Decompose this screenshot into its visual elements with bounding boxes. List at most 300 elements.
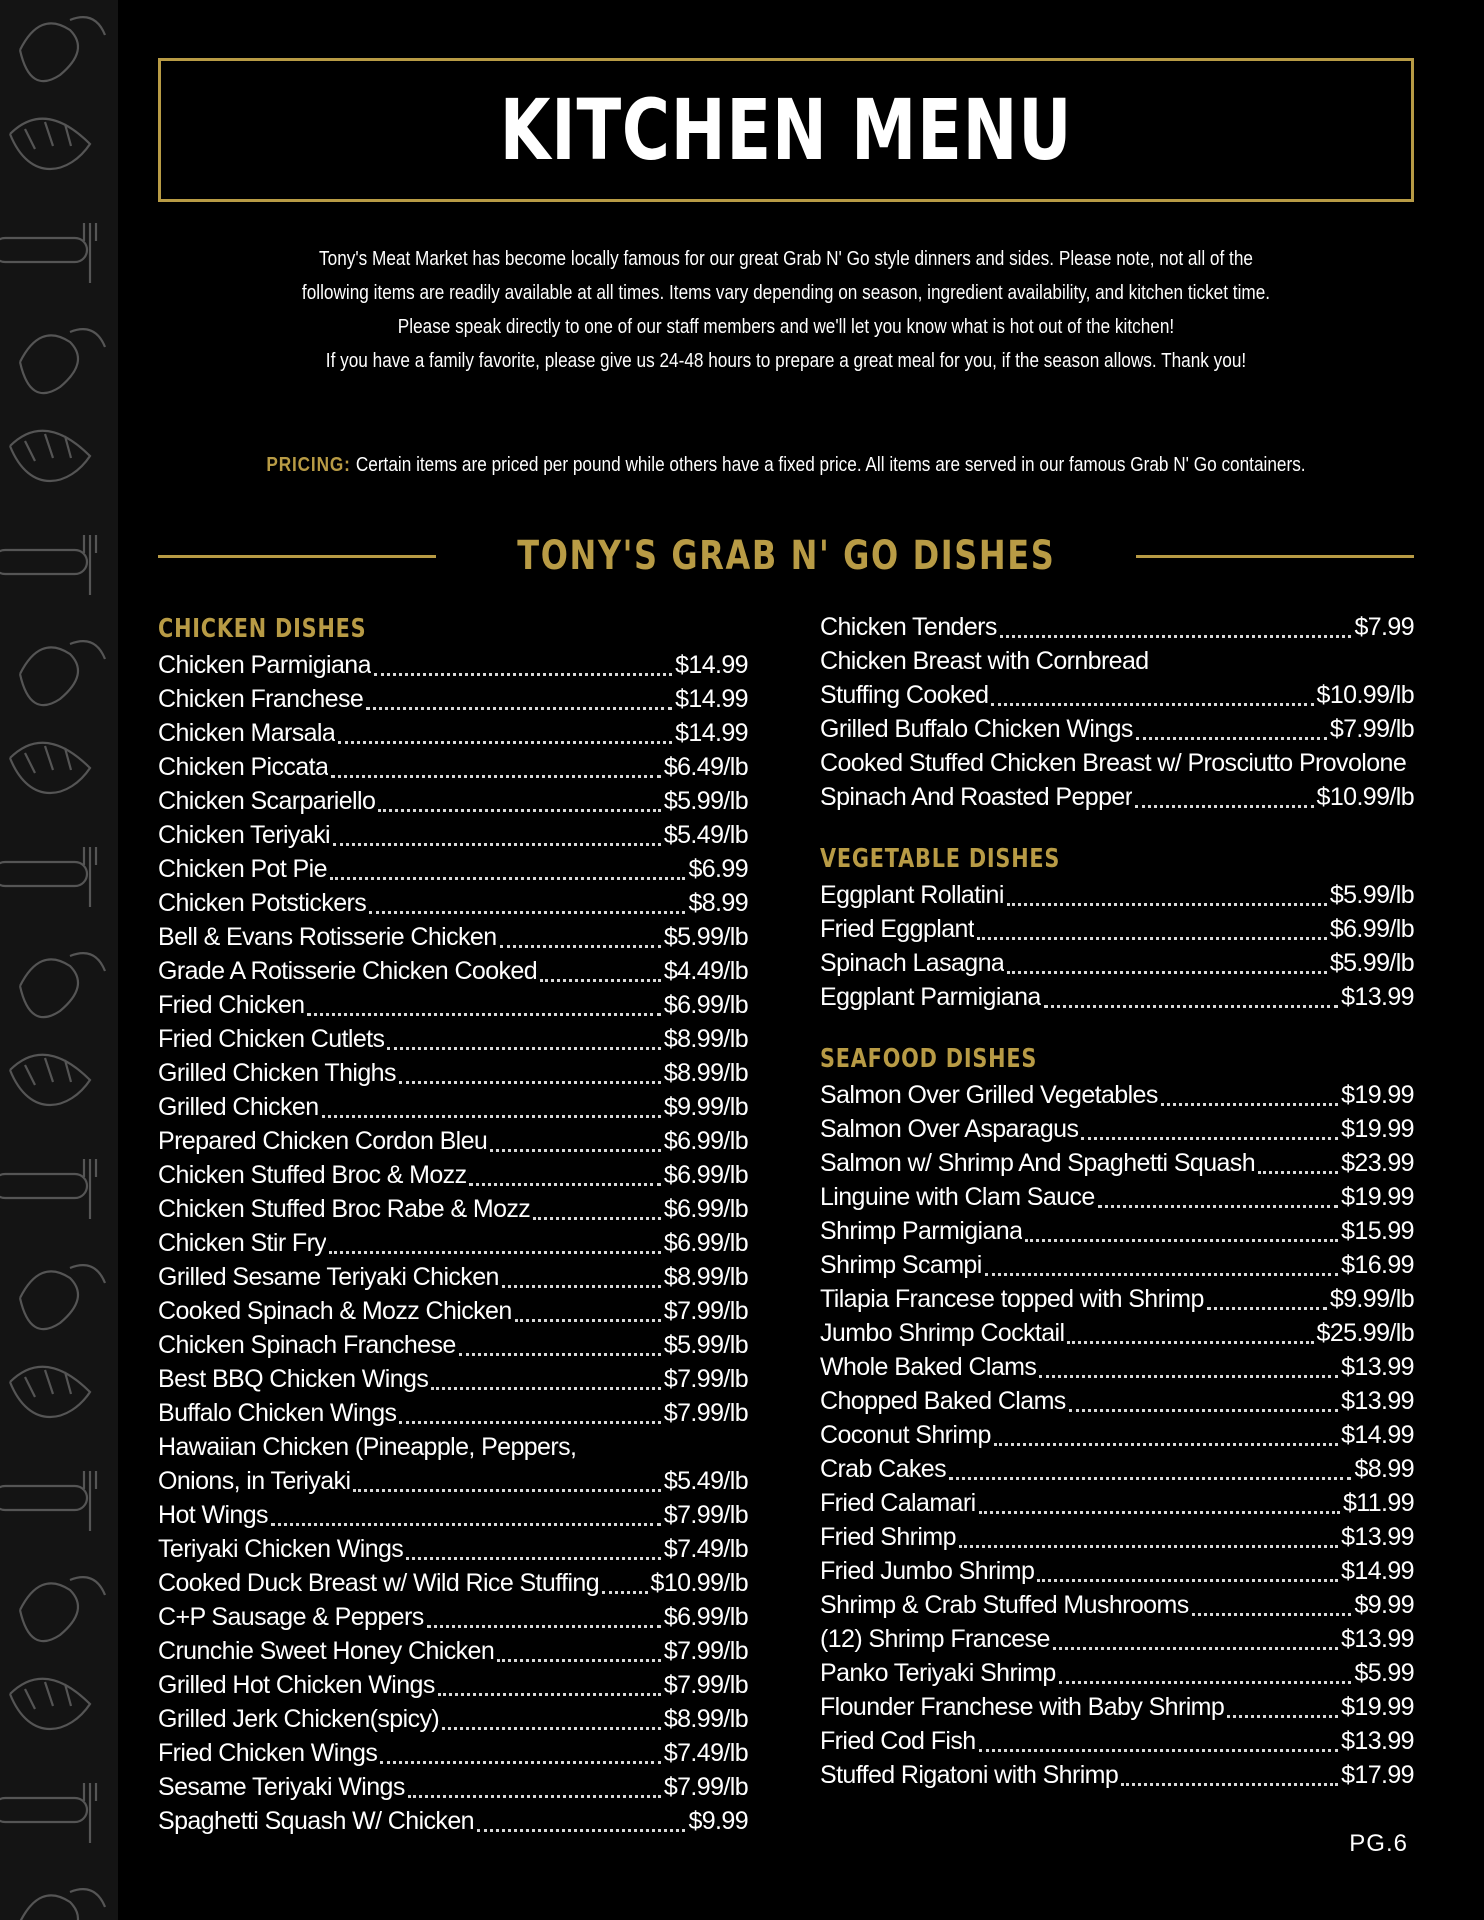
dot-leader bbox=[1135, 805, 1313, 808]
menu-item bbox=[820, 946, 1414, 980]
menu-item bbox=[820, 1486, 1414, 1520]
menu-item-price: $13.99 bbox=[1341, 1727, 1414, 1755]
pepper-doodle-icon bbox=[20, 1265, 105, 1329]
dot-leader bbox=[1258, 1171, 1338, 1174]
dot-leader bbox=[378, 809, 661, 812]
menu-item-name: Chopped Baked Clams bbox=[820, 1387, 1066, 1415]
pasta-doodle-icon bbox=[10, 431, 90, 481]
title-frame bbox=[158, 58, 1414, 202]
menu-item-name: Fried Chicken bbox=[158, 991, 305, 1019]
menu-item-name: Whole Baked Clams bbox=[820, 1353, 1037, 1381]
menu-item-name: Chicken Teriyaki bbox=[158, 821, 330, 849]
food-doodle-pattern bbox=[0, 0, 118, 1920]
vegetable-items bbox=[820, 878, 1414, 1014]
menu-item-price: $10.99/lb bbox=[1316, 681, 1414, 709]
pepper-doodle-icon bbox=[20, 1577, 105, 1641]
menu-item-price: $4.49/lb bbox=[663, 957, 748, 985]
dot-leader bbox=[1081, 1137, 1338, 1140]
pepper-doodle-icon bbox=[20, 1889, 105, 1920]
menu-item-price: $9.99/lb bbox=[663, 1093, 748, 1121]
sausage-fork-doodle-icon bbox=[0, 1159, 96, 1219]
dot-leader bbox=[985, 1273, 1338, 1276]
menu-item-name: Fried Calamari bbox=[820, 1489, 976, 1517]
menu-item-name: Fried Eggplant bbox=[820, 915, 975, 943]
menu-item bbox=[158, 716, 748, 750]
menu-item-price: $7.49/lb bbox=[663, 1739, 748, 1767]
pepper-doodle-icon bbox=[20, 329, 105, 393]
menu-item-price: $5.99/lb bbox=[663, 787, 748, 815]
left-column bbox=[158, 610, 748, 1838]
category-heading-vegetable: VEGETABLE DISHES bbox=[820, 844, 1061, 874]
sausage-fork-doodle-icon bbox=[0, 847, 96, 907]
menu-item bbox=[158, 648, 748, 682]
menu-item-price: $7.99/lb bbox=[663, 1671, 748, 1699]
menu-item-price: $9.99 bbox=[1354, 1591, 1414, 1619]
right-column bbox=[820, 610, 1414, 1792]
section-header bbox=[158, 528, 1414, 584]
menu-item bbox=[820, 912, 1414, 946]
dot-leader bbox=[307, 1013, 660, 1016]
menu-item-name: Tilapia Francese topped with Shrimp bbox=[820, 1285, 1204, 1313]
menu-item-price: $14.99 bbox=[1341, 1557, 1414, 1585]
dot-leader bbox=[515, 1319, 661, 1322]
menu-item-name: Grilled Chicken Thighs bbox=[158, 1059, 396, 1087]
dot-leader bbox=[602, 1591, 648, 1594]
menu-item-price: $7.99/lb bbox=[663, 1365, 748, 1393]
menu-item-name: Grade A Rotisserie Chicken Cooked bbox=[158, 957, 538, 985]
menu-item bbox=[820, 1656, 1414, 1690]
menu-item-price: $8.99/lb bbox=[663, 1263, 748, 1291]
pasta-doodle-icon bbox=[10, 1679, 90, 1729]
dot-leader bbox=[399, 1421, 660, 1424]
menu-item-price: $6.99 bbox=[688, 855, 748, 883]
menu-item-price: $8.99 bbox=[1354, 1455, 1414, 1483]
category-heading-chicken: CHICKEN DISHES bbox=[158, 614, 367, 644]
menu-item-name: Salmon Over Asparagus bbox=[820, 1115, 1079, 1143]
menu-item-name: (12) Shrimp Francese bbox=[820, 1625, 1050, 1653]
menu-item-price: $6.99/lb bbox=[1329, 915, 1414, 943]
menu-item-name-line: Chicken Breast with Cornbread bbox=[820, 647, 1149, 675]
menu-item-name: Stuffing Cooked bbox=[820, 681, 989, 709]
menu-item bbox=[820, 1282, 1414, 1316]
menu-item-name: Chicken Potstickers bbox=[158, 889, 367, 917]
intro-line: Tony's Meat Market has become locally famous for our great Grab N' Go style dinners and sides. Please note, not all of the bbox=[319, 248, 1253, 270]
sausage-fork-doodle-icon bbox=[0, 223, 96, 283]
menu-item-price: $6.99/lb bbox=[663, 1603, 748, 1631]
menu-item-price: $19.99 bbox=[1341, 1183, 1414, 1211]
menu-item bbox=[158, 852, 748, 886]
dot-leader bbox=[271, 1523, 661, 1526]
menu-item-price: $6.99/lb bbox=[663, 1127, 748, 1155]
sausage-fork-doodle-icon bbox=[0, 1783, 96, 1843]
menu-item-name: Crab Cakes bbox=[820, 1455, 946, 1483]
dot-leader bbox=[387, 1047, 660, 1050]
menu-item-name: Crunchie Sweet Honey Chicken bbox=[158, 1637, 495, 1665]
dot-leader bbox=[949, 1477, 1351, 1480]
menu-item bbox=[820, 1418, 1414, 1452]
divider-left bbox=[158, 555, 436, 558]
menu-item-price: $9.99 bbox=[688, 1807, 748, 1835]
menu-item-price: $14.99 bbox=[675, 719, 748, 747]
dot-leader bbox=[1207, 1307, 1327, 1310]
dot-leader bbox=[979, 1511, 1340, 1514]
menu-item-price: $25.99/lb bbox=[1316, 1319, 1414, 1347]
menu-item-price: $13.99 bbox=[1341, 1387, 1414, 1415]
dot-leader bbox=[369, 911, 685, 914]
dot-leader bbox=[497, 1659, 661, 1662]
intro-text bbox=[246, 242, 1326, 378]
menu-item-price: $13.99 bbox=[1341, 983, 1414, 1011]
menu-item-name: Prepared Chicken Cordon Bleu bbox=[158, 1127, 488, 1155]
menu-item-name: Chicken Marsala bbox=[158, 719, 336, 747]
menu-item-name: Salmon Over Grilled Vegetables bbox=[820, 1081, 1158, 1109]
dot-leader bbox=[1025, 1239, 1338, 1242]
dot-leader bbox=[477, 1829, 686, 1832]
menu-item bbox=[820, 1112, 1414, 1146]
menu-item-name: Shrimp Parmigiana bbox=[820, 1217, 1023, 1245]
menu-item bbox=[820, 1214, 1414, 1248]
menu-item-price: $14.99 bbox=[675, 685, 748, 713]
menu-item-name: Eggplant Parmigiana bbox=[820, 983, 1041, 1011]
dot-leader bbox=[977, 937, 1327, 940]
dot-leader bbox=[399, 1081, 661, 1084]
menu-item bbox=[158, 1226, 748, 1260]
menu-item-name: Chicken Spinach Franchese bbox=[158, 1331, 456, 1359]
dot-leader bbox=[500, 945, 661, 948]
menu-item-price: $15.99 bbox=[1341, 1217, 1414, 1245]
intro-line: following items are readily available at all times. Items vary depending on season, ingredient availability, and kitchen ticket time. bbox=[301, 282, 1271, 304]
chicken-items-right bbox=[820, 610, 1414, 644]
menu-item bbox=[158, 784, 748, 818]
dot-leader bbox=[331, 775, 661, 778]
intro-line: Please speak directly to one of our staff members and we'll let you know what is hot out of the kitchen! bbox=[397, 316, 1175, 338]
menu-item bbox=[158, 1532, 748, 1566]
sausage-fork-doodle-icon bbox=[0, 535, 96, 595]
menu-item-name: Stuffed Rigatoni with Shrimp bbox=[820, 1761, 1119, 1789]
pasta-doodle-icon bbox=[10, 1367, 90, 1417]
menu-item bbox=[158, 1158, 748, 1192]
menu-page bbox=[158, 58, 1414, 1898]
menu-item-price: $8.99 bbox=[688, 889, 748, 917]
menu-item-name: Hot Wings bbox=[158, 1501, 268, 1529]
menu-item-name: Fried Jumbo Shrimp bbox=[820, 1557, 1035, 1585]
menu-item-name: Cooked Spinach & Mozz Chicken bbox=[158, 1297, 512, 1325]
menu-item-price: $7.99/lb bbox=[663, 1773, 748, 1801]
chicken-items-right-b bbox=[820, 678, 1414, 746]
dot-leader bbox=[1121, 1783, 1338, 1786]
dot-leader bbox=[1059, 1681, 1352, 1684]
dot-leader bbox=[1227, 1715, 1338, 1718]
menu-item bbox=[158, 1192, 748, 1226]
menu-item-name: Panko Teriyaki Shrimp bbox=[820, 1659, 1056, 1687]
dot-leader bbox=[1136, 737, 1327, 740]
menu-item bbox=[820, 1180, 1414, 1214]
pasta-doodle-icon bbox=[10, 119, 90, 169]
menu-item-price: $7.99/lb bbox=[663, 1297, 748, 1325]
menu-item-price: $5.99/lb bbox=[1329, 949, 1414, 977]
intro-line: If you have a family favorite, please give us 24-48 hours to prepare a great meal for you, if the season allows. Thank you! bbox=[325, 350, 1247, 372]
dot-leader bbox=[366, 707, 672, 710]
menu-item-price: $5.99 bbox=[1354, 1659, 1414, 1687]
menu-item-price: $9.99/lb bbox=[1329, 1285, 1414, 1313]
menu-item-price: $5.99/lb bbox=[663, 923, 748, 951]
pepper-doodle-icon bbox=[20, 641, 105, 705]
menu-item-name: Spinach And Roasted Pepper bbox=[820, 783, 1133, 811]
menu-item-name: Chicken Pot Pie bbox=[158, 855, 327, 883]
dot-leader bbox=[330, 877, 686, 880]
menu-item-name: Spinach Lasagna bbox=[820, 949, 1005, 977]
dot-leader bbox=[1044, 1005, 1338, 1008]
menu-item-name: Chicken Piccata bbox=[158, 753, 329, 781]
dot-leader bbox=[459, 1353, 661, 1356]
page-title: KITCHEN MENU bbox=[499, 81, 1073, 179]
menu-item bbox=[158, 1634, 748, 1668]
menu-item-name: Bell & Evans Rotisserie Chicken bbox=[158, 923, 497, 951]
menu-item bbox=[820, 1588, 1414, 1622]
menu-item-price: $19.99 bbox=[1341, 1693, 1414, 1721]
menu-item bbox=[158, 818, 748, 852]
menu-item-name: Fried Chicken Wings bbox=[158, 1739, 378, 1767]
menu-item-name: Chicken Stuffed Broc Rabe & Mozz bbox=[158, 1195, 531, 1223]
menu-item-name: Grilled Jerk Chicken(spicy) bbox=[158, 1705, 440, 1733]
menu-item-name: Shrimp Scampi bbox=[820, 1251, 982, 1279]
menu-item-price: $7.49/lb bbox=[663, 1535, 748, 1563]
menu-item-price: $6.99/lb bbox=[663, 1161, 748, 1189]
menu-item-name: Linguine with Clam Sauce bbox=[820, 1183, 1095, 1211]
menu-item-name: Coconut Shrimp bbox=[820, 1421, 991, 1449]
menu-item-name: Chicken Stir Fry bbox=[158, 1229, 327, 1257]
dot-leader bbox=[1069, 1409, 1338, 1412]
menu-item bbox=[158, 1566, 748, 1600]
menu-item bbox=[820, 1758, 1414, 1792]
divider-right bbox=[1136, 555, 1414, 558]
dot-leader bbox=[991, 703, 1313, 706]
menu-item-price: $10.99/lb bbox=[650, 1569, 748, 1597]
menu-item bbox=[820, 1146, 1414, 1180]
chicken-items-continued bbox=[158, 1464, 748, 1838]
menu-item-price: $8.99/lb bbox=[663, 1059, 748, 1087]
menu-item bbox=[158, 1600, 748, 1634]
dot-leader bbox=[406, 1557, 661, 1560]
menu-item-price: $6.99/lb bbox=[663, 991, 748, 1019]
menu-item-name-line: Cooked Stuffed Chicken Breast w/ Prosciutto Provolone bbox=[820, 749, 1407, 777]
menu-item bbox=[158, 1328, 748, 1362]
dot-leader bbox=[438, 1693, 661, 1696]
menu-item-price: $7.99 bbox=[1354, 613, 1414, 641]
menu-item-price: $5.49/lb bbox=[663, 821, 748, 849]
menu-item-price: $13.99 bbox=[1341, 1523, 1414, 1551]
menu-item-price: $5.99/lb bbox=[663, 1331, 748, 1359]
dot-leader bbox=[1161, 1103, 1338, 1106]
pricing-text: Certain items are priced per pound while others have a fixed price. All items are served in our famous Grab N' Go containers. bbox=[355, 454, 1306, 476]
menu-item bbox=[158, 1804, 748, 1838]
menu-item bbox=[820, 712, 1414, 746]
menu-item-name: Onions, in Teriyaki bbox=[158, 1467, 351, 1495]
menu-item bbox=[820, 1622, 1414, 1656]
menu-item bbox=[158, 1124, 748, 1158]
menu-item bbox=[158, 1736, 748, 1770]
menu-item-name: Shrimp & Crab Stuffed Mushrooms bbox=[820, 1591, 1189, 1619]
menu-item bbox=[820, 980, 1414, 1014]
dot-leader bbox=[1192, 1613, 1352, 1616]
menu-item bbox=[158, 1090, 748, 1124]
menu-item bbox=[158, 1498, 748, 1532]
seafood-items bbox=[820, 1078, 1414, 1792]
menu-item-name: Spaghetti Squash W/ Chicken bbox=[158, 1807, 474, 1835]
dot-leader bbox=[1039, 1375, 1338, 1378]
menu-item-name: Buffalo Chicken Wings bbox=[158, 1399, 397, 1427]
menu-item-price: $8.99/lb bbox=[663, 1025, 748, 1053]
dot-leader bbox=[502, 1285, 661, 1288]
dot-leader bbox=[979, 1749, 1339, 1752]
menu-item-name: Grilled Buffalo Chicken Wings bbox=[820, 715, 1133, 743]
menu-item-price: $6.49/lb bbox=[663, 753, 748, 781]
menu-item-price: $6.99/lb bbox=[663, 1229, 748, 1257]
food-doodle-pattern-icons bbox=[0, 0, 118, 1920]
dot-leader bbox=[353, 1489, 660, 1492]
menu-item bbox=[820, 1520, 1414, 1554]
dot-leader bbox=[1007, 903, 1327, 906]
menu-item bbox=[158, 1396, 748, 1430]
page-number: PG.6 bbox=[1349, 1830, 1408, 1857]
dot-leader bbox=[1067, 1341, 1313, 1344]
menu-item bbox=[820, 1724, 1414, 1758]
category-heading-seafood: SEAFOOD DISHES bbox=[820, 1044, 1038, 1074]
menu-item-price: $7.99/lb bbox=[663, 1637, 748, 1665]
menu-item bbox=[820, 1248, 1414, 1282]
menu-item bbox=[820, 780, 1414, 814]
menu-item bbox=[158, 920, 748, 954]
menu-item-name: Fried Chicken Cutlets bbox=[158, 1025, 385, 1053]
menu-item-name: Sesame Teriyaki Wings bbox=[158, 1773, 405, 1801]
dot-leader bbox=[994, 1443, 1338, 1446]
dot-leader bbox=[469, 1183, 660, 1186]
dot-leader bbox=[1000, 635, 1352, 638]
menu-item-price: $19.99 bbox=[1341, 1115, 1414, 1143]
menu-item-price: $6.99/lb bbox=[663, 1195, 748, 1223]
chicken-items-right-c bbox=[820, 780, 1414, 814]
menu-item-name: Chicken Parmigiana bbox=[158, 651, 371, 679]
menu-item-name: C+P Sausage & Peppers bbox=[158, 1603, 424, 1631]
menu-item bbox=[158, 886, 748, 920]
dot-leader bbox=[1007, 971, 1327, 974]
menu-item bbox=[158, 750, 748, 784]
menu-item bbox=[158, 1464, 748, 1498]
menu-item-price: $5.49/lb bbox=[663, 1467, 748, 1495]
menu-item-name: Salmon w/ Shrimp And Spaghetti Squash bbox=[820, 1149, 1256, 1177]
menu-item bbox=[820, 1316, 1414, 1350]
menu-item-name: Eggplant Rollatini bbox=[820, 881, 1004, 909]
dot-leader bbox=[1053, 1647, 1338, 1650]
menu-item-price: $8.99/lb bbox=[663, 1705, 748, 1733]
pasta-doodle-icon bbox=[10, 1055, 90, 1105]
menu-item-name: Chicken Franchese bbox=[158, 685, 364, 713]
dot-leader bbox=[408, 1795, 661, 1798]
menu-item-price: $16.99 bbox=[1341, 1251, 1414, 1279]
pepper-doodle-icon bbox=[20, 953, 105, 1017]
menu-item bbox=[820, 610, 1414, 644]
menu-item-price: $14.99 bbox=[675, 651, 748, 679]
menu-item-price: $7.99/lb bbox=[663, 1399, 748, 1427]
dot-leader bbox=[442, 1727, 661, 1730]
menu-item-price: $23.99 bbox=[1341, 1149, 1414, 1177]
dot-leader bbox=[959, 1545, 1338, 1548]
menu-item-name: Flounder Franchese with Baby Shrimp bbox=[820, 1693, 1225, 1721]
pricing-label: PRICING: bbox=[266, 454, 351, 476]
menu-item-name: Fried Cod Fish bbox=[820, 1727, 976, 1755]
menu-item bbox=[158, 1668, 748, 1702]
menu-item-name: Best BBQ Chicken Wings bbox=[158, 1365, 429, 1393]
menu-item-name: Teriyaki Chicken Wings bbox=[158, 1535, 404, 1563]
pasta-doodle-icon bbox=[10, 743, 90, 793]
menu-item-name-line: Hawaiian Chicken (Pineapple, Peppers, bbox=[158, 1433, 577, 1461]
menu-item bbox=[158, 682, 748, 716]
dot-leader bbox=[329, 1251, 661, 1254]
menu-item-price: $14.99 bbox=[1341, 1421, 1414, 1449]
menu-item bbox=[820, 1690, 1414, 1724]
menu-item-name: Chicken Tenders bbox=[820, 613, 997, 641]
menu-item bbox=[820, 1384, 1414, 1418]
dot-leader bbox=[338, 741, 672, 744]
menu-item bbox=[158, 1260, 748, 1294]
menu-item bbox=[158, 954, 748, 988]
dot-leader bbox=[533, 1217, 661, 1220]
menu-item bbox=[158, 1770, 748, 1804]
pricing-note bbox=[246, 454, 1326, 477]
sausage-fork-doodle-icon bbox=[0, 1471, 96, 1531]
menu-item bbox=[820, 678, 1414, 712]
menu-item-name: Chicken Scarpariello bbox=[158, 787, 376, 815]
menu-item-name: Cooked Duck Breast w/ Wild Rice Stuffing bbox=[158, 1569, 600, 1597]
menu-item bbox=[820, 878, 1414, 912]
menu-item-price: $11.99 bbox=[1342, 1489, 1414, 1517]
menu-item-price: $19.99 bbox=[1341, 1081, 1414, 1109]
menu-item-price: $5.99/lb bbox=[1329, 881, 1414, 909]
menu-item-name: Chicken Stuffed Broc & Mozz bbox=[158, 1161, 467, 1189]
menu-item bbox=[158, 1022, 748, 1056]
menu-item bbox=[158, 1362, 748, 1396]
menu-item bbox=[158, 988, 748, 1022]
dot-leader bbox=[1098, 1205, 1338, 1208]
dot-leader bbox=[431, 1387, 661, 1390]
dot-leader bbox=[427, 1625, 661, 1628]
menu-item-name: Jumbo Shrimp Cocktail bbox=[820, 1319, 1065, 1347]
dot-leader bbox=[490, 1149, 661, 1152]
section-title: TONY'S GRAB N' GO DISHES bbox=[516, 533, 1056, 579]
menu-item-name: Grilled Hot Chicken Wings bbox=[158, 1671, 435, 1699]
menu-item-price: $13.99 bbox=[1341, 1625, 1414, 1653]
menu-item-price: $17.99 bbox=[1341, 1761, 1414, 1789]
menu-item bbox=[158, 1702, 748, 1736]
dot-leader bbox=[1037, 1579, 1338, 1582]
dot-leader bbox=[333, 843, 661, 846]
menu-item-price: $7.99/lb bbox=[663, 1501, 748, 1529]
dot-leader bbox=[540, 979, 661, 982]
pepper-doodle-icon bbox=[20, 17, 105, 81]
menu-item bbox=[158, 1056, 748, 1090]
menu-item-price: $10.99/lb bbox=[1316, 783, 1414, 811]
dot-leader bbox=[374, 673, 672, 676]
dot-leader bbox=[322, 1115, 661, 1118]
menu-item-name: Grilled Sesame Teriyaki Chicken bbox=[158, 1263, 499, 1291]
menu-item bbox=[820, 1554, 1414, 1588]
menu-item-price: $7.99/lb bbox=[1329, 715, 1414, 743]
dot-leader bbox=[380, 1761, 661, 1764]
chicken-items bbox=[158, 648, 748, 1430]
menu-item bbox=[820, 1350, 1414, 1384]
menu-item-name: Fried Shrimp bbox=[820, 1523, 956, 1551]
menu-item bbox=[820, 1078, 1414, 1112]
